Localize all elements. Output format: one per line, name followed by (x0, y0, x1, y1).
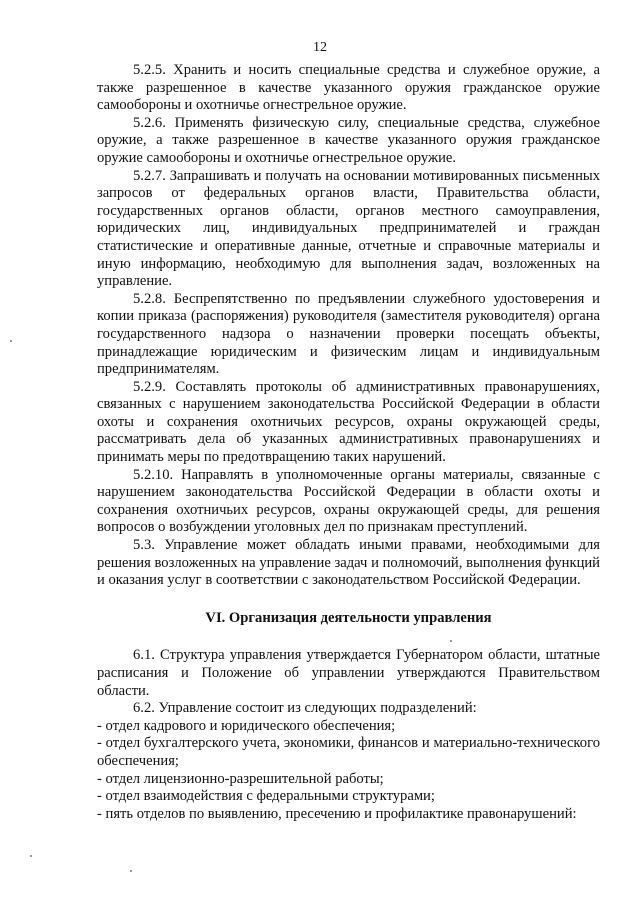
section-heading: VI. Организация деятельности управления (205, 609, 492, 626)
paragraph-5-2-10: 5.2.10. Направлять в уполномоченные органы материалы, связанные с нарушением законодательства Российской Федерации в области охоты и сохранения охотничьих ресурсов, охраны окружающей среды, для решения вопросов о возбуждении уголовных дел по признакам преступлений. (97, 466, 600, 536)
paragraph-5-2-5: 5.2.5. Хранить и носить специальные средства и служебное оружие, а также разрешенное в качестве указанного оружия гражданское оружие самообороны и охотничье огнестрельное оружие. (97, 62, 600, 114)
scan-dot (10, 340, 12, 342)
list-item: - пять отделов по выявлению, пресечению и профилактике правонарушений: (97, 805, 577, 822)
scan-dot (450, 640, 452, 642)
paragraph-5-3: 5.3. Управление может обладать иными правами, необходимыми для решения возложенных на управление задач и полномочий, выполнения функций и оказания услуг в соответствии с законодательством Российской Федерации. (97, 537, 600, 589)
page-number: 12 (313, 40, 327, 55)
paragraph-6-2: 6.2. Управление состоит из следующих подразделений: (133, 700, 477, 717)
scan-dot (130, 870, 132, 872)
paragraph-5-2-7: 5.2.7. Запрашивать и получать на основании мотивированных письменных запросов от федеральных органов власти, Правительства области, государственных органов области, органов местного самоуправления, юридических лиц, индивидуальных предпринимателей и граждан статистические и оперативные данные, отчетные и справочные материалы и иную информацию, необходимую для выполнения задач, возложенных на управление. (97, 167, 600, 290)
paragraph-5-2-8: 5.2.8. Беспрепятственно по предъявлении служебного удостоверения и копии приказа (распоряжения) руководителя (заместителя руководителя) органа государственного надзора о назначении проверки посещать объекты, принадлежащие юридическим и физическим лицам и индивидуальным предпринимателям. (97, 290, 600, 378)
document-body (97, 62, 600, 823)
paragraph-5-2-9: 5.2.9. Составлять протоколы об административных правонарушениях, связанных с нарушением законодательства Российской Федерации в области охоты и сохранения охотничьих ресурсов, охраны окружающей среды, рассматривать дела об указанных административных правонарушениях и принимать меры по предотвращению таких нарушений. (97, 378, 600, 466)
paragraph-6-1: 6.1. Структура управления утверждается Губернатором области, штатные расписания и Положение об управлении утверждаются Правительством области. (97, 647, 600, 699)
list-item: - отдел кадрового и юридического обеспечения; (97, 717, 396, 734)
scan-dot (30, 855, 32, 857)
paragraph-5-2-6: 5.2.6. Применять физическую силу, специальные средства, служебное оружие, а также разрешенное в качестве указанного оружия гражданское оружие самообороны и охотничье огнестрельное оружие. (97, 114, 600, 166)
list-item: - отдел взаимодействия с федеральными структурами; (97, 788, 435, 805)
list-item: - отдел бухгалтерского учета, экономики, финансов и материально-технического обеспечения; (97, 735, 600, 769)
list-item: - отдел лицензионно-разрешительной работы; (97, 770, 384, 787)
